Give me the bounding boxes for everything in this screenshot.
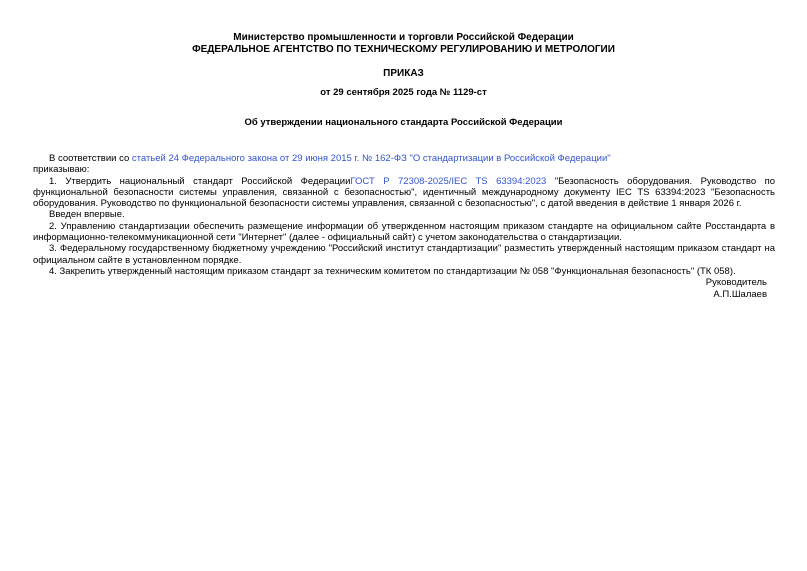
intro-paragraph [33,153,775,164]
document-body [33,153,775,277]
intro-text: В соответствии со [49,153,132,164]
federal-law-link[interactable]: статьей 24 Федерального закона от 29 июня 2015 г. № 162-ФЗ "О стандартизации в Российской Федерации" [131,153,611,164]
order-item-4: 4. Закрепить утвержденный настоящим приказом стандарт за техническим комитетом по стандартизации № 058 "Функциональная безопасность" (ТК 058). [49,265,736,277]
signature-position: Руководитель [705,277,767,289]
signature-name: А.П.Шалаев [713,288,767,300]
agency-line: ФЕДЕРАЛЬНОЕ АГЕНТСТВО ПО ТЕХНИЧЕСКОМУ РЕГУЛИРОВАНИЮ И МЕТРОЛОГИИ [192,43,615,55]
item-1-text: 1. Утвердить национальный стандарт Российской Федерации [49,175,351,187]
introduced-line: Введен впервые. [49,209,125,221]
document-header [0,0,807,55]
signature-block [0,277,767,300]
order-item-3: 3. Федеральному государственному бюджетному учреждению "Российский институт стандартизации" разместить утвержденный настоящим приказом стандарт на официальном сайте в установленном порядке. [33,243,775,266]
order-item-2: 2. Управлению стандартизации обеспечить размещение информации об утвержденном настоящим приказом стандарте на официальном сайте Росстандарта в информационно-телекоммуникационной сети "Интернет" (далее - официальный сайт) с учетом законодательства о стандартизации. [33,220,775,244]
ministry-line: Министерство промышленности и торговли Российской Федерации [233,32,574,43]
gost-standard-link[interactable]: ГОСТ Р 72308-2025/IEC TS 63394:2023 [350,175,547,187]
order-item-1 [33,176,775,210]
prikaz-line: приказываю: [33,164,90,176]
doc-date-number: от 29 сентября 2025 года № 1129-ст [320,87,487,98]
doc-title: Об утверждении национального стандарта Российской Федерации [244,117,563,128]
doc-type-heading: ПРИКАЗ [383,68,424,79]
item-1-continuation: "Безопасность оборудования. Руководство по функциональной безопасности системы управления, связанной с безопасностью", идентичный международному документу IEC TS 63394:2023 "Безопасность оборудования. Руководство по функциональной безопасности системы управления, связанной с безопасностью", с датой введения в действие 1 января 2026 г. [33,175,775,210]
